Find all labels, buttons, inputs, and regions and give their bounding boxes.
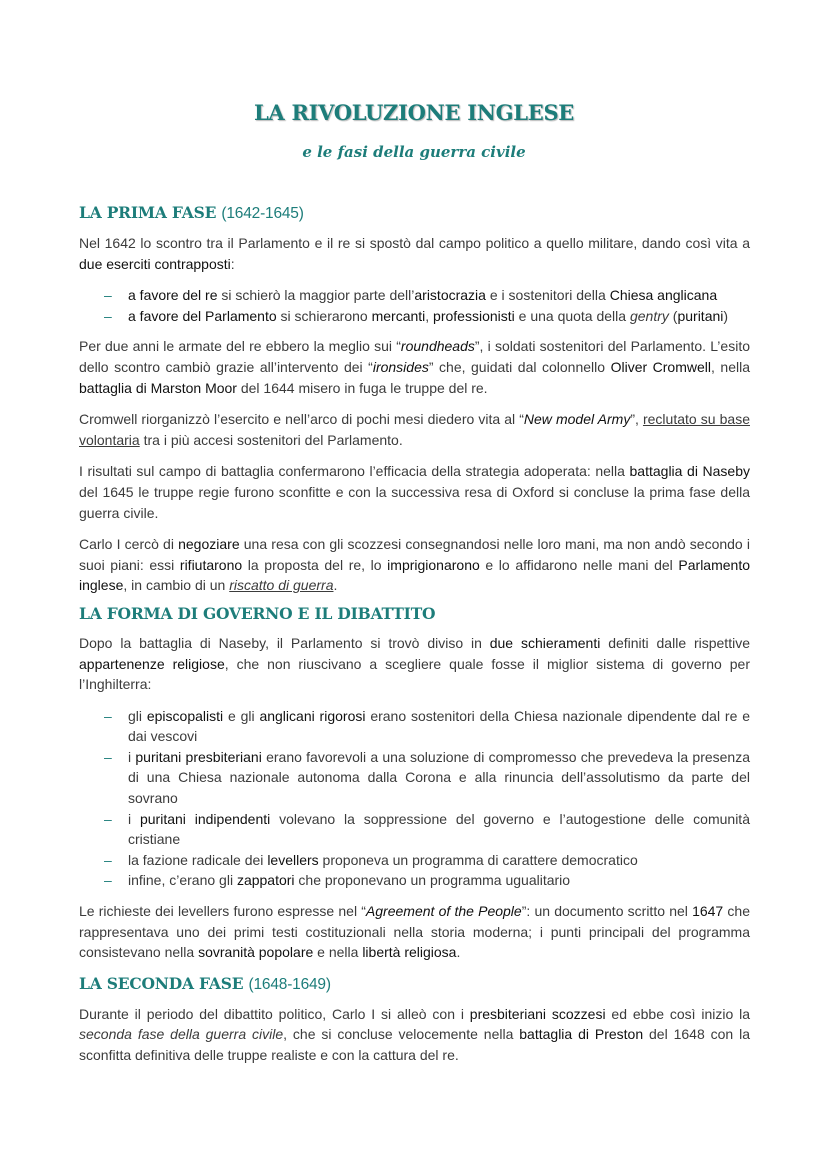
- keyword-text: zappatori: [236, 872, 295, 889]
- dash-bullet-icon: –: [104, 748, 112, 765]
- document-body: [79, 203, 750, 1077]
- keyword-text: battaglia di Marston Moor: [79, 379, 237, 396]
- keyword-text: puritani: [677, 307, 724, 324]
- text-run: si schierarono: [276, 307, 372, 324]
- text-run: ” che, guidati dal colonnello: [428, 358, 611, 375]
- text-run: tra i più accesi sostenitori del Parlamento.: [139, 431, 403, 448]
- text-run: del 1645 le truppe regie furono sconfitte e con la successiva resa di Oxford si concluse la prima fase della guerra civile.: [79, 483, 750, 521]
- text-run: erano favorevoli a una soluzione di compromesso che prevedeva la presenza di una Chiesa nazionale autonoma dalla Corona e alla rinuncia dell’assolutismo da parte del sovrano: [128, 748, 750, 807]
- text-run: ed ebbe così inizio la: [605, 1005, 750, 1022]
- keyword-text: mercanti: [371, 307, 426, 324]
- keyword-text: sovranità popolare: [198, 944, 314, 961]
- section-heading-years: (1642-1645): [221, 205, 304, 222]
- keyword-text: episcopalisti: [146, 707, 224, 724]
- page-subtitle: e le fasi della guerra civile: [302, 143, 526, 161]
- keyword-text: professionisti: [433, 307, 515, 324]
- text-run: proponeva un programma di carattere democratico: [318, 851, 638, 868]
- text-run: Le richieste dei levellers furono espresse nel “: [79, 903, 366, 920]
- keyword-text: appartenenze religiose: [79, 655, 225, 672]
- text-run: , che non riuscivano a scegliere quale fosse il miglior sistema di governo per l’Inghilterra:: [79, 655, 750, 693]
- text-run: , in cambio di un: [123, 577, 230, 594]
- page-title: LA RIVOLUZIONE INGLESE: [253, 100, 575, 125]
- keyword-text: libertà religiosa: [362, 944, 457, 961]
- text-run: la proposta del re, lo: [242, 556, 388, 573]
- text-run: Durante il periodo del dibattito politico, Carlo I si alleò con i: [79, 1005, 470, 1022]
- keyword-text: battaglia di Preston: [519, 1026, 644, 1043]
- list-item: [79, 747, 750, 809]
- section-heading-text: LA PRIMA FASE: [79, 203, 217, 222]
- dash-bullet-icon: –: [104, 307, 112, 324]
- dash-bullet-icon: –: [104, 872, 112, 889]
- keyword-text: levellers: [267, 851, 319, 868]
- paragraph: [79, 1004, 750, 1066]
- text-run: ”: un documento scritto nel: [521, 903, 693, 920]
- keyword-text: roundheads: [400, 338, 475, 355]
- paragraph: [79, 336, 750, 398]
- text-run: volevano la soppressione del governo e l’autogestione delle comunità cristiane: [128, 810, 750, 848]
- section-heading-text: LA SECONDA FASE: [79, 973, 244, 993]
- section-heading-seconda-fase: [79, 974, 750, 994]
- keyword-text: presbiteriani scozzesi: [469, 1005, 606, 1022]
- text-run: .: [456, 944, 461, 961]
- underlined-text: reclutato su base volontaria: [79, 411, 750, 448]
- paragraph: [79, 409, 750, 450]
- text-run: Carlo I cercò di: [79, 536, 179, 553]
- text-run: e i sostenitori della: [485, 287, 610, 304]
- text-run: Cromwell riorganizzò l’esercito e nell’arco di pochi mesi diedero vita al “: [79, 411, 524, 428]
- text-run: gli: [128, 707, 147, 724]
- text-run: ,: [425, 307, 434, 324]
- list-item: [79, 285, 750, 306]
- bullet-list: [79, 706, 750, 891]
- text-run: Per due anni le armate del re ebbero la meglio sui “: [79, 338, 401, 355]
- bullet-list: [79, 285, 750, 326]
- list-item: [79, 850, 750, 871]
- text-run: ”, i soldati sostenitori del Parlamento. L’esito dello scontro cambiò grazie all’intervento dei “: [79, 338, 750, 375]
- keyword-text: ironsides: [372, 358, 429, 375]
- dash-bullet-icon: –: [104, 851, 112, 868]
- text-run: ): [723, 307, 729, 324]
- text-run: del 1648 con la sconfitta definitiva delle truppe realiste e con la cattura del re.: [79, 1026, 750, 1063]
- list-item: [79, 870, 750, 891]
- keyword-text: due eserciti contrapposti: [79, 255, 231, 272]
- text-run: i: [128, 810, 140, 827]
- text-run: e nella: [313, 944, 363, 961]
- keyword-text: anglicani rigorosi: [259, 707, 366, 724]
- text-run: del 1644 misero in fuga le truppe del re.: [236, 379, 488, 396]
- text-run: Nel 1642 lo scontro tra il Parlamento e il re si spostò dal campo politico a quello militare, dando così vita a: [79, 235, 750, 251]
- text-run: che proponevano un programma ugualitario: [294, 872, 571, 889]
- section-heading-years: (1648-1649): [248, 975, 331, 993]
- section-heading-prima-fase: [79, 203, 750, 223]
- keyword-text: negoziare: [178, 536, 240, 553]
- keyword-text: battaglia di Naseby: [629, 463, 750, 480]
- keyword-text: 1647: [692, 903, 724, 920]
- text-run: .: [333, 577, 338, 594]
- paragraph: [79, 233, 750, 274]
- text-run: seconda fase della guerra civile: [79, 1026, 284, 1043]
- keyword-text: Parlamento inglese: [79, 556, 750, 594]
- keyword-text: aristocrazia: [414, 287, 486, 304]
- text-run: si schierò la maggior parte dell’: [217, 287, 415, 304]
- keyword-text: Oliver Cromwell: [610, 358, 711, 375]
- dash-bullet-icon: –: [104, 287, 112, 304]
- keyword-text: rifiutarono: [179, 556, 243, 573]
- text-run: erano sostenitori della Chiesa nazionale dipendente dal re e dai vescovi: [128, 707, 750, 745]
- paragraph: [79, 534, 750, 596]
- keyword-text: New model Army: [523, 411, 631, 428]
- text-run: , che si concluse velocemente nella: [283, 1026, 520, 1043]
- paragraph: [79, 633, 750, 695]
- text-run: e lo affidarono nelle mani del: [479, 556, 679, 573]
- text-run: (: [668, 307, 678, 324]
- keyword-text: due schieramenti: [489, 634, 601, 651]
- text-run: I risultati sul campo di battaglia confermarono l’efficacia della strategia adoperata: nella: [79, 463, 630, 480]
- keyword-text: Chiesa anglicana: [609, 287, 718, 304]
- underlined-text: riscatto di guerra: [229, 577, 334, 594]
- text-run: che rappresentava uno dei primi testi costituzionali nella storia moderna; i punti principali del programma consistevano nella: [79, 903, 750, 961]
- keyword-text: puritani indipendenti: [139, 810, 271, 827]
- keyword-text: imprigionarono: [387, 556, 480, 573]
- paragraph: [79, 461, 750, 523]
- text-run: ”,: [630, 411, 643, 428]
- text-run: Dopo la battaglia di Naseby, il Parlamento si trovò diviso in: [79, 634, 490, 651]
- keyword-text: Agreement of the People: [365, 903, 522, 920]
- keyword-text: a favore del re: [128, 287, 218, 304]
- list-item: [79, 706, 750, 747]
- list-item: [79, 809, 750, 850]
- text-run: e gli: [223, 707, 260, 724]
- text-run: definiti dalle rispettive: [600, 634, 750, 651]
- text-run: una resa con gli scozzesi consegnandosi nelle loro mani, ma non andò secondo i suoi piani: essi: [79, 536, 750, 573]
- text-run: infine, c’erano gli: [128, 872, 237, 889]
- keyword-text: a favore del Parlamento: [128, 307, 277, 324]
- paragraph: [79, 901, 750, 963]
- text-run: :: [230, 255, 235, 272]
- section-heading-forma-di-governo: LA FORMA DI GOVERNO E IL DIBATTITO: [79, 603, 436, 623]
- list-item: [79, 306, 750, 327]
- text-run: e una quota della: [514, 307, 630, 324]
- text-run: , nella: [711, 358, 750, 375]
- dash-bullet-icon: –: [104, 810, 112, 827]
- dash-bullet-icon: –: [104, 707, 112, 724]
- text-run: gentry: [629, 307, 669, 324]
- keyword-text: puritani presbiteriani: [135, 748, 262, 765]
- text-run: i: [128, 748, 136, 765]
- text-run: la fazione radicale dei: [128, 851, 268, 868]
